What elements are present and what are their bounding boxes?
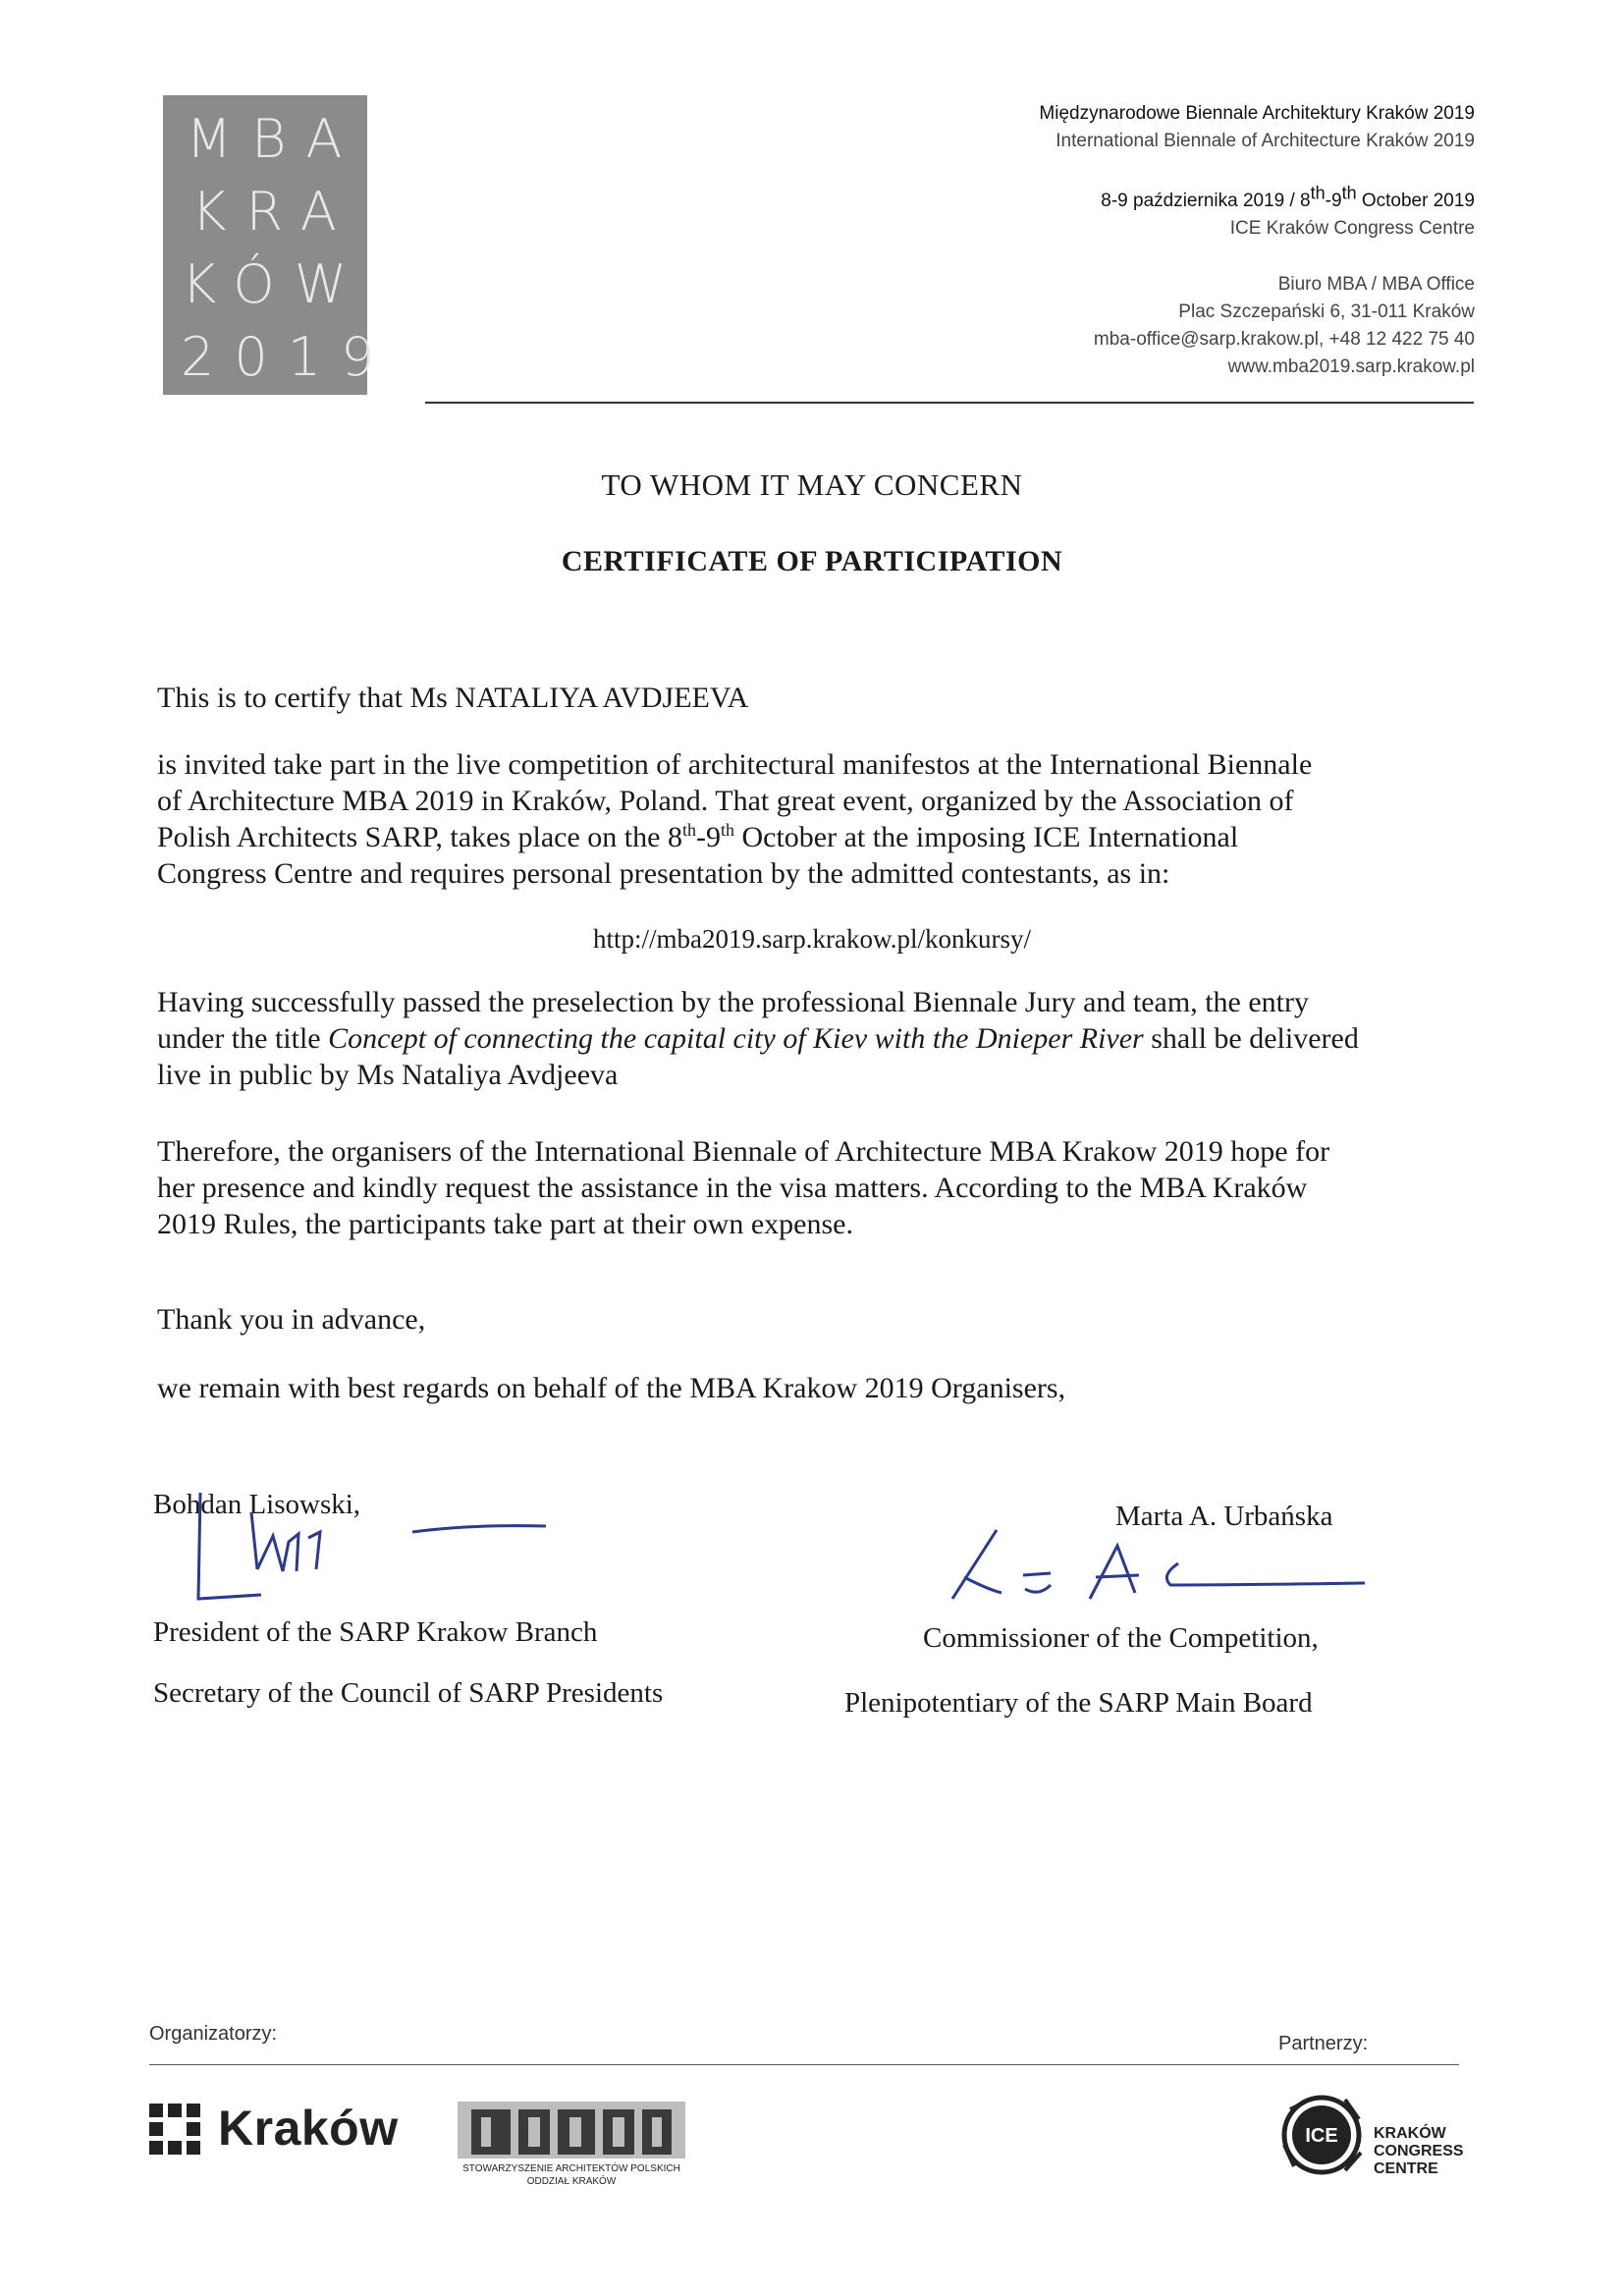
right-signature	[943, 1520, 1384, 1618]
p1-line-3: Polish Architects SARP, takes place on the 8th-9th October at the imposing ICE International	[157, 820, 1239, 853]
left-signature	[177, 1473, 560, 1611]
certify-line: This is to certify that Ms NATALIYA AVDJEEVA	[157, 682, 749, 714]
event-title-en: International Biennale of Architecture Kraków 2019	[1056, 131, 1475, 151]
partners-label: Partnerzy:	[1278, 2033, 1369, 2054]
p2-line-3: live in public by Ms Nataliya Avdjeeva	[157, 1059, 619, 1091]
p1-line-4: Congress Centre and requires personal presentation by the admitted contestants, as in:	[157, 857, 1170, 890]
header-dates	[1101, 183, 1475, 243]
event-title-pl: Międzynarodowe Biennale Architektury Kraków 2019	[1039, 103, 1475, 124]
to-whom-heading: TO WHOM IT MAY CONCERN	[601, 467, 1023, 502]
mba-krakow-logo	[163, 95, 395, 395]
p2-line-2: under the title Concept of connecting the capital city of Kiev with the Dnieper River shall be delivered	[157, 1022, 1359, 1055]
entry-title: Concept of connecting the capital city of Kiev with the Dnieper River	[328, 1022, 1144, 1055]
ice-badge-text: ICE	[1305, 2125, 1338, 2147]
logo-line-3: KÓW	[181, 253, 367, 315]
p3-line-2: her presence and kindly request the assistance in the visa matters. According to the MBA Kraków	[157, 1172, 1308, 1204]
right-signatory-role-2: Plenipotentiary of the SARP Main Board	[844, 1687, 1313, 1719]
thanks-line: Thank you in advance,	[157, 1303, 426, 1336]
office-website: www.mba2019.sarp.krakow.pl	[1227, 356, 1475, 377]
event-venue: ICE Kraków Congress Centre	[1229, 218, 1475, 239]
left-signatory-role-2: Secretary of the Council of SARP Presidents	[153, 1677, 664, 1709]
organizers-label: Organizatorzy:	[149, 2023, 278, 2045]
paragraph-1	[157, 746, 1473, 892]
left-signatory-role-1: President of the SARP Krakow Branch	[153, 1616, 598, 1648]
ice-logo-icon	[1276, 2090, 1367, 2180]
header-divider	[425, 402, 1474, 404]
logo-line-2: KRA	[191, 181, 356, 243]
left-signatory-name: Bohdan Lisowski,	[153, 1489, 361, 1520]
sarp-logo-icon	[458, 2102, 685, 2159]
logo-line-4: 2019	[181, 326, 395, 388]
office-address: Plac Szczepański 6, 31-011 Kraków	[1178, 301, 1475, 322]
event-dates: 8-9 października 2019 / 8th-9th October 2019	[1101, 183, 1475, 211]
p1-line-1: is invited take part in the live competition of architectural manifestos at the International Biennale	[157, 748, 1313, 781]
header-event	[1039, 100, 1475, 155]
header-office	[1094, 271, 1475, 381]
regards-line: we remain with best regards on behalf of the MBA Krakow 2019 Organisers,	[157, 1372, 1066, 1404]
sarp-caption: STOWARZYSZENIE ARCHITEKTÓW POLSKICH ODDZIAŁ KRAKÓW	[462, 2163, 680, 2187]
competition-url: http://mba2019.sarp.krakow.pl/konkursy/	[593, 924, 1031, 954]
p2-line-1: Having successfully passed the preselection by the professional Biennale Jury and team, the entry	[157, 986, 1309, 1018]
p1-line-2: of Architecture MBA 2019 in Kraków, Poland. That great event, organized by the Association of	[157, 785, 1294, 817]
footer-divider	[149, 2064, 1459, 2065]
paragraph-3	[157, 1133, 1473, 1242]
right-signatory-role-1: Commissioner of the Competition,	[923, 1622, 1319, 1654]
certificate-title: CERTIFICATE OF PARTICIPATION	[561, 545, 1063, 577]
office-title: Biuro MBA / MBA Office	[1277, 274, 1475, 295]
krakow-logo-text: Kraków	[218, 2101, 399, 2156]
krakow-city-icon	[149, 2104, 200, 2155]
office-contact: mba-office@sarp.krakow.pl, +48 12 422 75 40	[1093, 329, 1475, 350]
p3-line-3: 2019 Rules, the participants take part at their own expense.	[157, 1208, 853, 1240]
paragraph-2	[157, 984, 1473, 1093]
logo-line-1: MBA	[186, 108, 362, 170]
ice-logo-text: KRAKÓW CONGRESS CENTRE	[1374, 2125, 1464, 2177]
right-signatory-name: Marta A. Urbańska	[1115, 1501, 1333, 1532]
p3-line-1: Therefore, the organisers of the International Biennale of Architecture MBA Krakow 2019 hope for	[157, 1135, 1330, 1168]
